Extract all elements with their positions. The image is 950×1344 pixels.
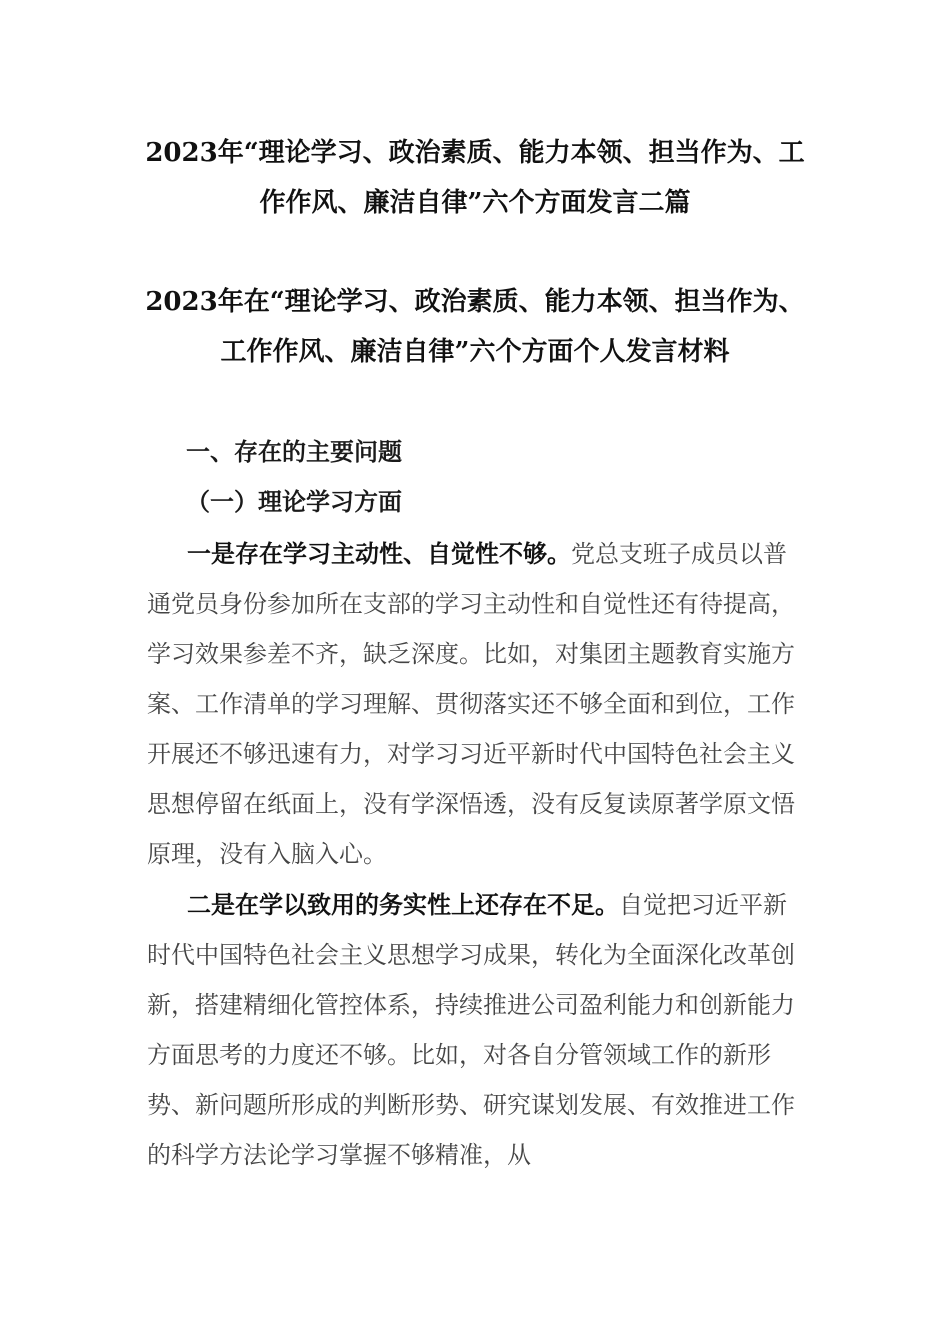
section-heading: 一、存在的主要问题 bbox=[186, 437, 402, 466]
paragraph-2-lead: 二是在学以致用的务实性上还存在不足。 bbox=[187, 890, 619, 919]
paragraph-1 bbox=[147, 529, 807, 879]
paragraph-1-lead: 一是存在学习主动性、自觉性不够。 bbox=[187, 539, 571, 568]
paragraph-2-body: 自觉把习近平新时代中国特色社会主义思想学习成果，转化为全面深化改革创新，搭建精细化管控体系，持续推进公司盈利能力和创新能力方面思考的力度还不够。比如，对各自分管领域工作的新形势、新问题所形成的判断形势、研究谋划发展、有效推进工作的科学方法论学习掌握不够精准，从 bbox=[147, 891, 795, 1169]
subsection-heading: （一）理论学习方面 bbox=[186, 487, 402, 516]
paragraph-1-body: 党总支班子成员以普通党员身份参加所在支部的学习主动性和自觉性还有待提高，学习效果参差不齐，缺乏深度。比如，对集团主题教育实施方案、工作清单的学习理解、贯彻落实还不够全面和到位，工作开展还不够迅速有力，对学习习近平新时代中国特色社会主义思想停留在纸面上，没有学深悟透，没有反复读原著学原文悟原理，没有入脑入心。 bbox=[147, 540, 795, 868]
paragraph-2 bbox=[147, 880, 807, 1180]
document-title: 2023年“理论学习、政治素质、能力本领、担当作为、工作作风、廉洁自律”六个方面发言二篇 bbox=[145, 138, 805, 218]
document-subtitle: 2023年在“理论学习、政治素质、能力本领、担当作为、工作作风、廉洁自律”六个方面个人发言材料 bbox=[145, 287, 805, 367]
